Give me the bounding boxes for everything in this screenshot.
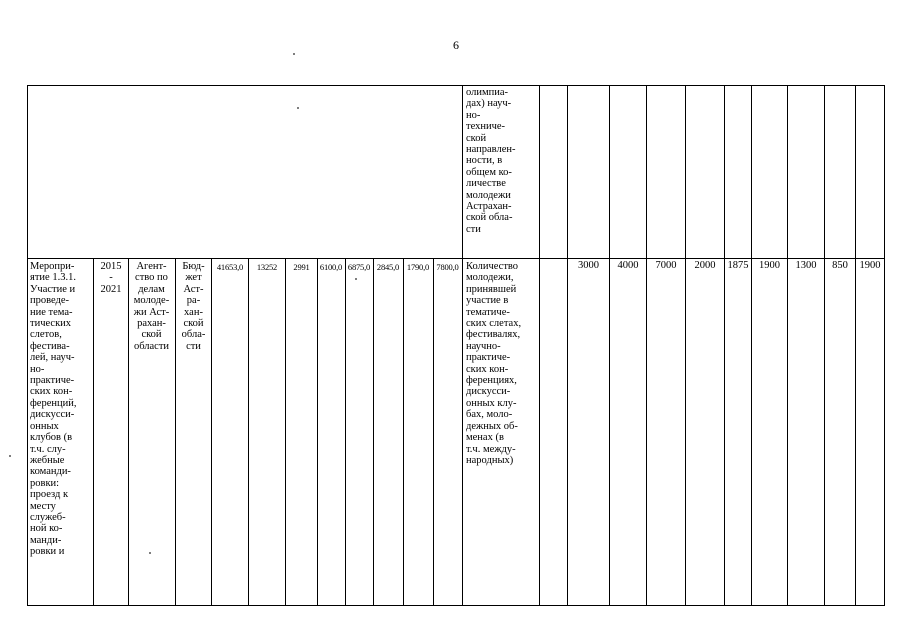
indicator-value: 2000 bbox=[694, 260, 716, 271]
indicator-value: 1900 bbox=[859, 260, 881, 271]
column-border bbox=[345, 258, 346, 606]
table-top-border bbox=[27, 85, 885, 86]
indicator-value: 1300 bbox=[795, 260, 817, 271]
column-border bbox=[567, 85, 568, 606]
column-border bbox=[646, 85, 647, 606]
scan-speck bbox=[355, 278, 357, 280]
indicator-value: 850 bbox=[832, 260, 848, 271]
table-bottom-border bbox=[27, 605, 885, 606]
indicator-value: 1875 bbox=[727, 260, 749, 271]
finance-total: 41653,0 bbox=[216, 262, 244, 272]
column-border bbox=[317, 258, 318, 606]
column-border bbox=[609, 85, 610, 606]
column-border bbox=[724, 85, 725, 606]
page-number: 6 bbox=[453, 38, 459, 52]
column-border bbox=[285, 258, 286, 606]
scan-speck bbox=[293, 53, 295, 55]
column-border bbox=[539, 85, 540, 606]
column-border bbox=[787, 85, 788, 606]
finance-2016: 2991 bbox=[293, 262, 310, 272]
event-period: 2015 - 2021 bbox=[100, 261, 122, 295]
column-border-right bbox=[884, 85, 885, 606]
finance-2015: 13252 bbox=[256, 262, 278, 272]
scan-speck bbox=[9, 455, 11, 457]
column-border bbox=[403, 258, 404, 606]
event-name: Меропри- ятие 1.3.1. Участие и проведе- ние тема- тических слетов, фестива- лей, науч- но- практиче- ских кон- ференций, дискусси- онных клубов (в т.ч. слу- жебные команди- ровки: проезд к месту служеб- ной ко- манди- ровки и bbox=[30, 261, 77, 558]
scan-speck bbox=[149, 552, 151, 554]
indicator-value: 1900 bbox=[759, 260, 780, 271]
column-border bbox=[462, 85, 463, 606]
column-border bbox=[248, 258, 249, 606]
column-border bbox=[751, 85, 752, 606]
event-indicator-text: Количество молодежи, принявшей участие в тематиче- ских слетах, фестивалях, научно- практиче- ских кон- ференциях, дискусси- онных клу- бах, моло- дежных об- менах (в т.ч. между- народных) bbox=[466, 261, 522, 466]
indicator-value: 7000 bbox=[655, 260, 677, 271]
finance-2020: 1790,0 bbox=[406, 262, 430, 272]
column-border bbox=[433, 258, 434, 606]
indicator-value: 3000 bbox=[578, 260, 599, 271]
column-border-left bbox=[27, 85, 28, 606]
indicator-value: 4000 bbox=[617, 260, 639, 271]
continued-indicator-text: олимпиа- дах) науч- но- техниче- ской направлен- ности, в общем ко- личестве молодежи Астрахан- ской обла- сти bbox=[466, 87, 516, 235]
row-separator bbox=[27, 258, 885, 259]
column-border bbox=[685, 85, 686, 606]
scan-speck bbox=[297, 107, 299, 109]
column-border bbox=[855, 85, 856, 606]
finance-2021: 7800,0 bbox=[436, 262, 459, 272]
finance-2019: 2845,0 bbox=[376, 262, 400, 272]
event-funding-source: Бюд- жет Аст- ра- хан- ской обла- сти bbox=[181, 261, 206, 352]
finance-2017: 6100,0 bbox=[319, 262, 343, 272]
finance-2018: 6875,0 bbox=[347, 262, 371, 272]
program-table bbox=[27, 85, 885, 606]
column-border bbox=[93, 258, 94, 606]
event-executor: Агент- ство по делам молоде- жи Аст- рахан- ской области bbox=[133, 261, 170, 352]
column-border bbox=[211, 258, 212, 606]
column-border bbox=[373, 258, 374, 606]
column-border bbox=[824, 85, 825, 606]
